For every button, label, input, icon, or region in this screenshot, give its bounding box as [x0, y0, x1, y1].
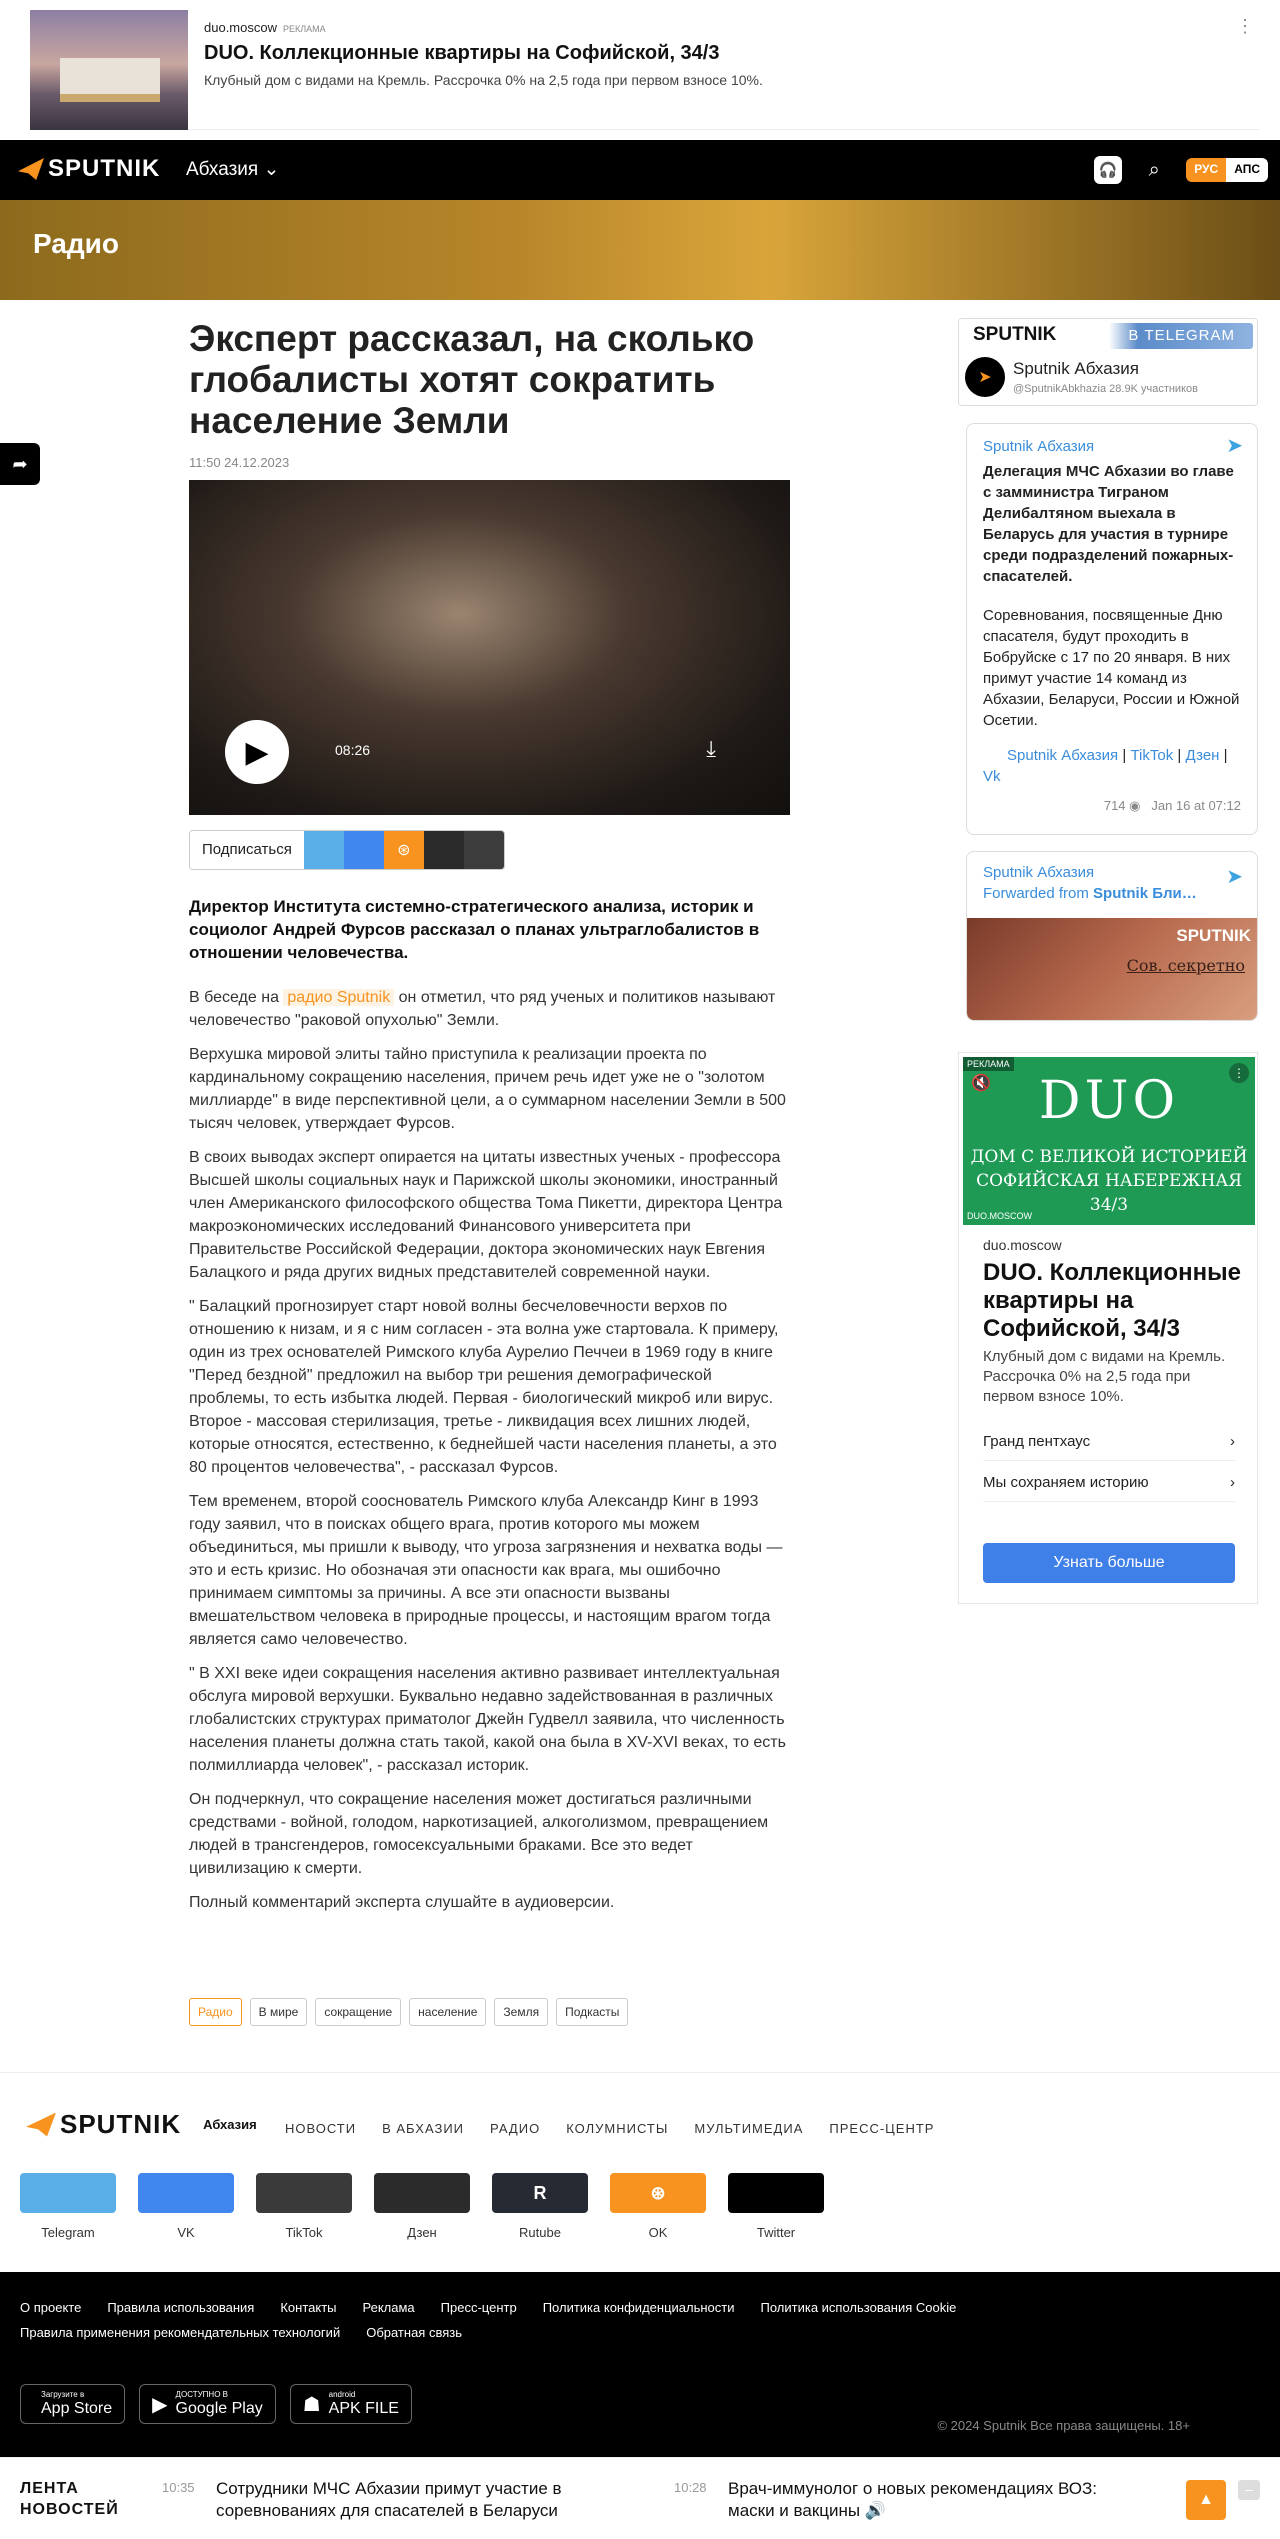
- subscribe-label: Подписаться: [190, 831, 304, 869]
- social-button[interactable]: [728, 2173, 824, 2213]
- social-name: OK: [648, 2225, 668, 2240]
- post-links: Sputnik Абхазия | TikTok | Дзен | Vk: [983, 747, 1228, 785]
- play-icon[interactable]: ▶: [225, 720, 289, 784]
- social-links: [20, 2173, 824, 2240]
- paragraph: " В XXI веке идеи сокращения населения активно развивает интеллектуальная обслуга мировой верхушки. Буквально недавно задействованная в различных глобалистских структурах приматолог Джейн Гудвелл заявила, что численность населения планеты должна стать такой, какой она была в XV-XVI веках, то есть полмиллиарда человек", - рассказал историк.: [189, 1665, 786, 1774]
- side-ad-title[interactable]: DUO. Коллекционные квартиры на Софийской, 34/3: [983, 1259, 1241, 1342]
- close-icon[interactable]: –: [1238, 2480, 1260, 2500]
- radio-sputnik-link[interactable]: радио Sputnik: [283, 989, 394, 1006]
- footer-nav: [0, 2072, 1280, 2272]
- chevron-down-icon: ⌄: [263, 159, 280, 180]
- section-banner: [0, 200, 1280, 300]
- store-text: Загрузите в App Store: [41, 2390, 113, 2417]
- news-ticker: [0, 2457, 1280, 2539]
- ticker-time: 10:28: [674, 2480, 707, 2495]
- social-link[interactable]: [374, 2173, 470, 2240]
- post-link[interactable]: Sputnik Абхазия: [1007, 747, 1119, 764]
- paragraph: " Балацкий прогнозирует старт новой волны бесчеловечности верхов по отношению к низам, и я с ним согласен - эта волна уже стартовала. К примеру, один из трех основателей Римского клуба Аурелио Печчеи в 1969 году в книге "Перед бездной" предложил на выбор три решения демографической проблемы, то есть избытка людей. Первая - биологический микроб или вирус. Второе - массовая стерилизация, третье - ликвидация всех лишних людей, которые относятся, естественно, к беднейшей части населения планеты, а это 80 процентов человечества", - рассказал Фурсов.: [189, 1298, 779, 1476]
- footer-links: [20, 2300, 1020, 2340]
- subscribe-platform-button[interactable]: [304, 831, 344, 870]
- logo-mark-icon: [26, 2113, 56, 2137]
- post-link[interactable]: Vk: [983, 768, 1001, 785]
- channel-subscribers: @SputnikAbkhazia 28.9K участников: [1013, 383, 1198, 395]
- article-title: Эксперт рассказал, на сколько глобалисты хотят сократить население Земли: [189, 318, 755, 441]
- tag-link[interactable]: Земля: [494, 1998, 548, 2026]
- scroll-up-icon[interactable]: ▲: [1186, 2480, 1226, 2520]
- store-text: android APK FILE: [328, 2390, 399, 2417]
- social-link[interactable]: [256, 2173, 352, 2240]
- top-ad-domain: duo.moscow РЕКЛАМА: [204, 20, 326, 35]
- app-store-badges: [20, 2384, 412, 2424]
- social-name: Rutube: [519, 2225, 561, 2240]
- footer-logo[interactable]: SPUTNIK Абхазия: [26, 2109, 257, 2140]
- footer-menu-item[interactable]: ПРЕСС-ЦЕНТР: [829, 2121, 935, 2136]
- ad-more-icon[interactable]: ⋮: [1229, 1063, 1249, 1083]
- post-image[interactable]: [967, 918, 1258, 1021]
- social-name: VK: [177, 2225, 195, 2240]
- download-icon[interactable]: ⤓: [706, 736, 716, 761]
- telegram-widget[interactable]: [958, 318, 1258, 406]
- footer-link[interactable]: Политика конфиденциальности: [542, 2300, 735, 2315]
- post-meta: [983, 795, 1241, 816]
- section-title[interactable]: Радио: [33, 228, 119, 259]
- social-link[interactable]: [138, 2173, 234, 2240]
- post-link[interactable]: TikTok: [1130, 747, 1174, 764]
- post-channel[interactable]: Sputnik Абхазия: [983, 438, 1095, 455]
- top-ad-image[interactable]: [30, 10, 188, 130]
- post-image-caption: Сов. секретно: [1126, 956, 1245, 975]
- top-ad-description: Клубный дом с видами на Кремль. Рассрочка 0% на 2,5 года при первом взносе 10%.: [204, 72, 763, 88]
- subscribe-platform-button[interactable]: [344, 831, 384, 870]
- site-header: [0, 140, 1280, 200]
- telegram-icon[interactable]: ➤: [1226, 435, 1243, 457]
- store-icon: ☗: [302, 2393, 321, 2416]
- audio-duration: 08:26: [335, 742, 371, 758]
- social-button[interactable]: [256, 2173, 352, 2213]
- paragraph: Верхушка мировой элиты тайно приступила к реализации проекта по кардинальному сокращению населения, причем речь идет уже не о "золотом миллиарде" в виде перспективной цели, а о суммарном населении Земли в 500 тысяч человек, утверждает Фурсов.: [189, 1046, 786, 1132]
- lang-aps[interactable]: АПС: [1226, 158, 1268, 182]
- telegram-post-forwarded[interactable]: [966, 851, 1258, 1021]
- footer-menu-item[interactable]: КОЛУМНИСТЫ: [566, 2121, 669, 2136]
- radio-headphones-icon[interactable]: 🎧: [1094, 156, 1122, 184]
- footer-region: Абхазия: [203, 2117, 257, 2132]
- paragraph: Полный комментарий эксперта слушайте в аудиоверсии.: [189, 1894, 615, 1911]
- post-link[interactable]: Дзен: [1185, 747, 1220, 764]
- paragraph: Он подчеркнул, что сокращение населения может достигаться различными средствами - войной, голодом, наркотизацией, алкоголизмом, превращением людей в трансгендеров, гомосексуальными браками. Все это ведет цивилизацию к смерти.: [189, 1791, 769, 1877]
- post-image-logo: SPUTNIK: [1176, 926, 1251, 945]
- copyright: © 2024 Sputnik Все права защищены. 18+: [937, 2418, 1190, 2433]
- channel-name[interactable]: Sputnik Абхазия: [1013, 359, 1140, 378]
- footer-link[interactable]: Обратная связь: [366, 2325, 462, 2340]
- side-ad-item[interactable]: Гранд пентхаус ›: [983, 1433, 1235, 1461]
- telegram-widget-logo: SPUTNIK: [973, 324, 1057, 345]
- social-button[interactable]: R: [492, 2173, 588, 2213]
- social-button[interactable]: ⊛: [610, 2173, 706, 2213]
- post-bold-text: Делегация МЧС Абхазии во главе с замминистра Тиграном Делибалтяном выехала в Беларусь для участия в турнире среди подразделений пожарных-спасателей.: [983, 463, 1234, 585]
- footer-link[interactable]: Правила применения рекомендательных технологий: [20, 2325, 341, 2340]
- footer-link[interactable]: Политика использования Cookie: [760, 2300, 957, 2315]
- footer-bottom: [0, 2272, 1280, 2457]
- subscribe-bar: [189, 830, 505, 870]
- post-date: Jan 16 at 07:12: [1151, 798, 1241, 813]
- region-selector[interactable]: Абхазия ⌄: [186, 159, 280, 180]
- ad-tagline: ДОМ С ВЕЛИКОЙ ИСТОРИЕЙ СОФИЙСКАЯ НАБЕРЕЖНАЯ 34/3: [970, 1147, 1248, 1215]
- tag-link[interactable]: население: [409, 1998, 486, 2026]
- post-text: Соревнования, посвященные Дню спасателя, будут проходить в Бобруйске с 17 по 20 января. В них примут участие 14 команд из Абхазии, Беларуси, России и Южной Осетии.: [983, 607, 1240, 729]
- subscribe-platform-button[interactable]: ⊛: [384, 831, 424, 870]
- article-tags: [189, 1998, 628, 2026]
- language-switcher[interactable]: [1186, 158, 1268, 182]
- store-badge[interactable]: [20, 2384, 125, 2424]
- top-ad[interactable]: [30, 10, 1260, 130]
- social-link[interactable]: [492, 2173, 588, 2240]
- share-icon[interactable]: ➦: [0, 443, 40, 485]
- footer-link[interactable]: Пресс-центр: [440, 2300, 517, 2315]
- article-header: [189, 318, 789, 470]
- channel-avatar: ➤: [965, 357, 1005, 397]
- telegram-post: [966, 423, 1258, 835]
- social-link[interactable]: [728, 2173, 824, 2240]
- social-button[interactable]: [20, 2173, 116, 2213]
- in-telegram-label: В TELEGRAM: [1128, 327, 1235, 344]
- telegram-icon[interactable]: ➤: [1226, 866, 1243, 888]
- top-ad-title[interactable]: DUO. Коллекционные квартиры на Софийской, 34/3: [204, 42, 720, 64]
- side-ad[interactable]: [958, 1052, 1258, 1604]
- ticker-news-item[interactable]: Сотрудники МЧС Абхазии примут участие в соревнованиях для спасателей в Беларуси: [216, 2479, 562, 2520]
- article-date: 11:50 24.12.2023: [189, 455, 290, 470]
- tag-link[interactable]: Подкасты: [556, 1998, 628, 2026]
- footer-link[interactable]: Правила использования: [107, 2300, 255, 2315]
- social-button[interactable]: [138, 2173, 234, 2213]
- logo-mark-icon: [18, 158, 44, 180]
- mute-icon[interactable]: 🔇: [971, 1075, 991, 1092]
- footer-menu-item[interactable]: РАДИО: [490, 2121, 541, 2136]
- sputnik-logo[interactable]: SPUTNIK: [18, 156, 160, 182]
- ticker-time: 10:35: [162, 2480, 195, 2495]
- side-ad-image[interactable]: [963, 1057, 1255, 1225]
- social-name: Twitter: [756, 2225, 796, 2240]
- social-link[interactable]: [20, 2173, 116, 2240]
- paragraph: Тем временем, второй сооснователь Римского клуба Александр Кинг в 1993 году заявил, что в поисках общего врага, против которого мы можем объединиться, мы пришли к выводу, что угроза загрязнения и нехватка воды — это и есть кризис. Но обозначая эти опасности как врага, мы ошибочно принимаем симптомы за причины. А все эти опасности вызваны вмешательством человека в природные процессы, и настоящим врагом тогда является само человечество.: [189, 1493, 783, 1648]
- store-text: ДОСТУПНО В Google Play: [175, 2390, 263, 2417]
- social-name: Дзен: [407, 2225, 437, 2240]
- eye-icon: ◉: [1129, 798, 1141, 813]
- side-ad-description: Клубный дом с видами на Кремль. Рассрочка 0% на 2,5 года при первом взносе 10%.: [983, 1348, 1226, 1405]
- social-name: Telegram: [41, 2225, 95, 2240]
- audio-player[interactable]: [189, 480, 790, 815]
- search-icon[interactable]: ⌕: [1148, 158, 1160, 181]
- ad-site: DUO.MOSCOW: [967, 1211, 1032, 1221]
- article-lead: Директор Института системно-стратегического анализа, историк и социолог Андрей Фурсов рассказал о планах ультраглобалистов в отношении человечества.: [189, 897, 760, 962]
- learn-more-button[interactable]: Узнать больше: [983, 1543, 1235, 1583]
- post-views: 714: [1103, 798, 1126, 813]
- footer-menu: [285, 2121, 934, 2136]
- store-badge[interactable]: [139, 2384, 276, 2424]
- forwarded-from: Forwarded from Sputnik Бли…: [983, 885, 1197, 902]
- paragraph: В беседе на радио Sputnik он отметил, что ряд ученых и политиков называют человечество "раковой опухолью" Земли.: [189, 989, 776, 1029]
- store-icon: ▶: [152, 2393, 168, 2416]
- paragraph: В своих выводах эксперт опирается на цитаты известных ученых - профессора Высшей школы социальных наук и Парижской школы экономики, иностранный член Американского философского общества Тома Пикетти, директора Центра макроэкономических исследований Финансового университета при Правительстве Российской Федерации, доктора экономических наук Евгения Балацкого и ряда других видных представителей современной науки.: [189, 1149, 783, 1281]
- footer-link[interactable]: Реклама: [362, 2300, 415, 2315]
- store-badge[interactable]: [290, 2384, 412, 2424]
- chevron-right-icon: ›: [1230, 1474, 1235, 1491]
- footer-link[interactable]: О проекте: [20, 2300, 82, 2315]
- lang-rus[interactable]: РУС: [1186, 158, 1226, 182]
- subscribe-platform-button[interactable]: [424, 831, 464, 870]
- footer-link[interactable]: Контакты: [280, 2300, 337, 2315]
- subscribe-platform-button[interactable]: [464, 831, 504, 870]
- ad-more-icon[interactable]: ⋮: [1236, 16, 1254, 36]
- tag-link[interactable]: Радио: [189, 1998, 242, 2026]
- ad-label: РЕКЛАМА: [282, 24, 326, 34]
- article-body: [189, 986, 790, 1925]
- ad-brand: DUO: [1038, 1071, 1180, 1131]
- footer-menu-item[interactable]: В АБХАЗИИ: [382, 2121, 465, 2136]
- footer-menu-item[interactable]: НОВОСТИ: [285, 2121, 357, 2136]
- side-ad-item[interactable]: Мы сохраняем историю ›: [983, 1474, 1235, 1502]
- tag-link[interactable]: В мире: [250, 1998, 308, 2026]
- social-name: TikTok: [285, 2225, 323, 2240]
- chevron-right-icon: ›: [1230, 1433, 1235, 1450]
- tag-link[interactable]: сокращение: [315, 1998, 401, 2026]
- social-link[interactable]: [610, 2173, 706, 2240]
- ticker-label[interactable]: ЛЕНТА НОВОСТЕЙ: [20, 2480, 119, 2518]
- ad-label: РЕКЛАМА: [963, 1057, 1014, 1071]
- social-button[interactable]: [374, 2173, 470, 2213]
- side-ad-domain: duo.moscow: [983, 1237, 1062, 1253]
- ticker-news-item[interactable]: Врач-иммунолог о новых рекомендациях ВОЗ: маски и вакцины 🔊: [728, 2479, 1097, 2520]
- post-channel[interactable]: Sputnik Абхазия: [983, 864, 1095, 881]
- footer-menu-item[interactable]: МУЛЬТИМЕДИА: [694, 2121, 804, 2136]
